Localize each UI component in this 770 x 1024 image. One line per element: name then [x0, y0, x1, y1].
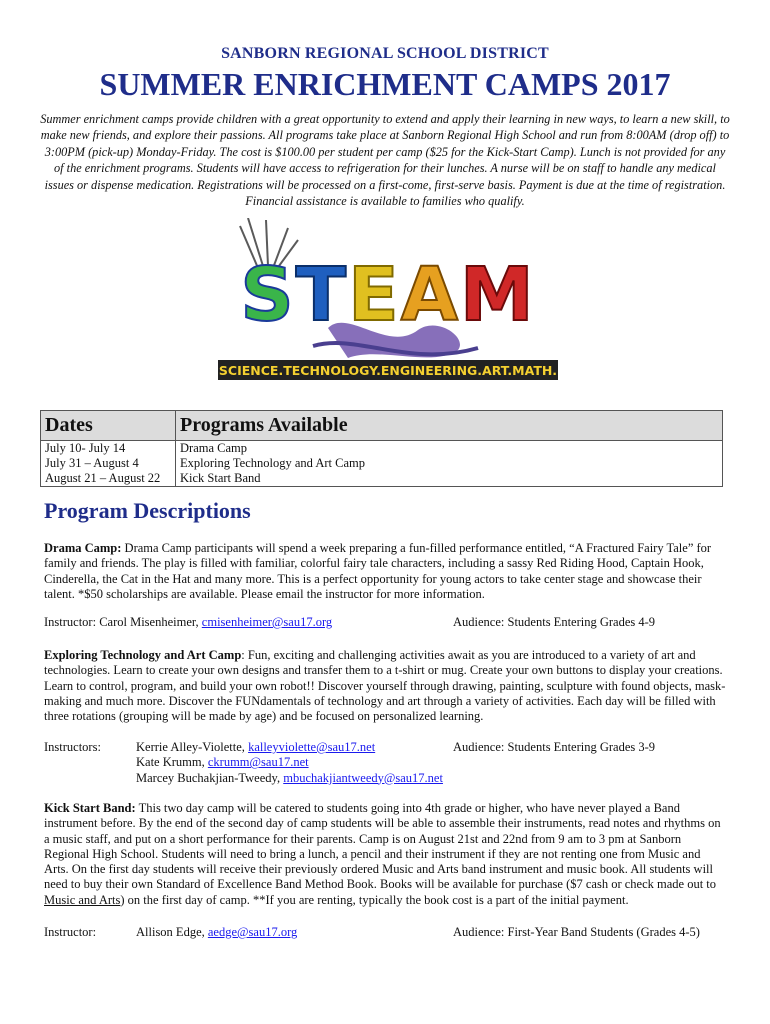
- band-instructor-line: [136, 925, 297, 940]
- tech-instructors-label: Instructors:: [44, 740, 101, 754]
- band-instructor-email-link[interactable]: aedge@sau17.org: [207, 925, 298, 939]
- drama-camp-text: Drama Camp participants will spend a week preparing a fun-filled performance entitled, “A Fractured Fairy Tale” for family and friends. The play is filled with familiar, colorful fairy tale characters, including a sassy Red Riding Hood, Captain Hook, Cinderella, the Cat in the Hat and many more. This is a perfect opportunity for young actors to take center stage and showcase their talent. *$50 scholarships are available. Please email the instructor for more information.: [44, 541, 712, 601]
- instructor-name: Marcey Buchakjian-Tweedy,: [136, 770, 284, 785]
- program-cell: Kick Start Band: [176, 471, 723, 487]
- drama-camp-description: [44, 541, 726, 602]
- band-camp-label: Kick Start Band:: [44, 801, 136, 815]
- district-name: SANBORN REGIONAL SCHOOL DISTRICT: [221, 45, 549, 62]
- tech-instructors-list: [136, 740, 443, 786]
- tech-audience: Audience: Students Entering Grades 3-9: [453, 740, 656, 754]
- music-and-arts-underline: Music and Arts: [44, 892, 121, 907]
- tech-camp-description: [44, 648, 726, 724]
- band-audience: Audience: First-Year Band Students (Grades 4-5): [453, 925, 700, 939]
- drama-instructor-name: Instructor: Carol Misenheimer,: [44, 615, 202, 629]
- date-cell: July 10- July 14: [41, 441, 176, 457]
- program-cell: Drama Camp: [176, 441, 723, 457]
- program-cell: Exploring Technology and Art Camp: [176, 456, 723, 471]
- instructor-email-link[interactable]: ckrumm@sau17.net: [207, 755, 309, 770]
- drama-camp-label: Drama Camp:: [44, 541, 122, 555]
- table-row: [41, 471, 723, 487]
- programs-header: Programs Available: [176, 411, 723, 441]
- instructor-name: Kate Krumm,: [136, 755, 208, 770]
- page-title: SUMMER ENRICHMENT CAMPS 2017: [99, 66, 671, 102]
- intro-paragraph: Summer enrichment camps provide children with a great opportunity to extend and apply their learning in new ways, to learn a new skill, to make new friends, and explore their passions. All programs take place at Sanborn Regional High School and run from 8:00AM (drop off) to 3:00PM (pick-up) Monday-Friday. The cost is $100.00 per student per camp ($25 for the Kick-Start Camp). Lunch is not provided for any of the enrichment programs. Students will have access to refrigeration for their lunches. A nurse will be on staff to handle any medical issues or dispense medication. Registrations will be processed on a first-come, first-serve basis. Payment is due at the time of registration. Financial assistance is available to families who qualify.: [40, 112, 730, 209]
- instructor-name: Kerrie Alley-Violette,: [136, 740, 249, 754]
- steam-word: STEAM: [240, 252, 536, 338]
- band-camp-text: This two day camp will be catered to students going into 4th grade or higher, who have never played a Band instrument before. By the end of the second day of camp students will be able to assemble their instruments, read notes and rhythms on a music staff, and put on a short performance for their parents. Camp is on August 21st and 22nd from 9 am to 3 pm at Sanborn Regional High School. Students will need to bring a lunch, a pencil and their instrument if they are not renting one from Music and Arts. On the first day students will receive their previously ordered Music and Arts band instrument and music book. All students will need to buy their own Standard of Excellence Band Method Book. Books will be available for purchase ($7 cash or check made out to: [44, 801, 721, 892]
- tech-camp-text: : Fun, exciting and challenging activities await as you are introduced to a variety of art and technologies. Learn to create your own designs and transfer them to a t-shirt or mug. Create your own buttons to display your creations. Learn to control, program, and build your own robot!! Discover yourself through drawing, painting, sculpture with found objects, mask-making and much more. Discover the FUNdamentals of technology and art through a variety of activities. Each day will be filled with three rotations (grouping will be made by age) and be focused on personalized learning.: [44, 648, 726, 724]
- list-item: [136, 771, 443, 786]
- date-cell: August 21 – August 22: [41, 471, 176, 487]
- program-descriptions-heading: Program Descriptions: [44, 498, 251, 523]
- steam-banner: SCIENCE.TECHNOLOGY.ENGINEERING.ART.MATH.: [218, 363, 558, 378]
- schedule-table: [40, 410, 723, 487]
- list-item: [136, 740, 443, 755]
- date-cell: July 31 – August 4: [41, 456, 176, 471]
- drama-audience: Audience: Students Entering Grades 4-9: [453, 615, 656, 629]
- band-instructor-name: Allison Edge,: [136, 925, 208, 939]
- instructor-email-link[interactable]: kalleyviolette@sau17.net: [248, 740, 376, 754]
- tech-instructors-row: [44, 740, 726, 788]
- table-row: [41, 456, 723, 471]
- table-row: [41, 441, 723, 457]
- list-item: [136, 755, 443, 770]
- band-camp-description: [44, 801, 726, 908]
- instructor-email-link[interactable]: mbuchakjiantweedy@sau17.net: [283, 770, 443, 785]
- band-camp-text-end: ) on the first day of camp. **If you are renting, typically the book cost is a part of the initial payment.: [120, 892, 629, 907]
- drama-instructor-line: [44, 615, 332, 630]
- tech-camp-label: Exploring Technology and Art Camp: [44, 648, 242, 662]
- band-instructor-label: Instructor:: [44, 925, 97, 939]
- dates-header: Dates: [41, 411, 176, 441]
- steam-logo: [218, 218, 558, 383]
- drama-instructor-email-link[interactable]: cmisenheimer@sau17.org: [201, 615, 333, 629]
